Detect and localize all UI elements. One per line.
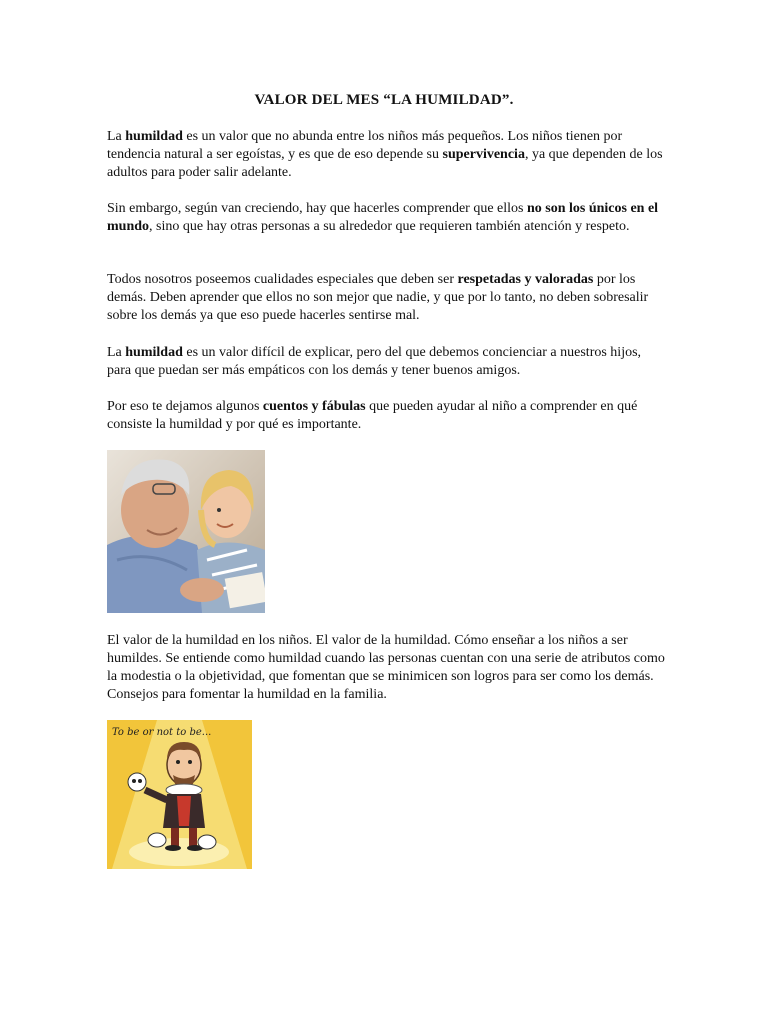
- bold-term: humildad: [125, 345, 183, 360]
- bold-term: no son los únicos en el mundo: [107, 201, 659, 234]
- bold-term: respetadas y valoradas: [457, 272, 594, 287]
- paragraph-qualities: Todos nosotros poseemos cualidades especiales que deben ser respetadas y valoradas por los demás. Deben aprender que ellos no son mejor que nadie, y que por lo tanto, no deben sobresalir sobre los demás ya que eso puede hacerles sentirse mal.: [107, 272, 649, 323]
- paragraph-intro: La humildad es un valor que no abunda entre los niños más pequeños. Los niños tienen por tendencia natural a ser egoístas, y es que de eso depende su supervivencia, ya que dependen de los adultos para poder salir adelante.: [107, 129, 663, 180]
- bold-term: cuentos y fábulas: [262, 399, 366, 414]
- shakespeare-cartoon-image: [107, 720, 252, 869]
- page-title: VALOR DEL MES “LA HUMILDAD”.: [254, 92, 514, 108]
- bold-term: supervivencia: [442, 147, 525, 162]
- shakespeare-cartoon-icon: [107, 720, 252, 869]
- paragraph-difficult: La humildad es un valor difícil de explicar, pero del que debemos concienciar a nuestros hijos, para que puedan ser más empáticos con los demás y tener buenos amigos.: [107, 345, 642, 378]
- bold-term: humildad: [125, 129, 183, 144]
- paragraph-growing: Sin embargo, según van creciendo, hay que hacerles comprender que ellos no son los únicos en el mundo, sino que hay otras personas a su alrededor que requieren también atención y respeto.: [107, 201, 659, 234]
- grandfather-child-photo-icon: [107, 450, 265, 613]
- paragraph-stories: Por eso te dejamos algunos cuentos y fábulas que pueden ayudar al niño a comprender en qué consiste la humildad y por qué es importante.: [107, 399, 638, 432]
- paragraph-conclusion: El valor de la humildad en los niños. El valor de la humildad. Cómo enseñar a los niños a ser humildes. Se entiende como humildad cuando las personas cuentan con una serie de atributos como la modestia o la objetividad, que fomentan que se minimicen son logros para ser como los demás. Consejos para fomentar la humildad en la familia.: [107, 633, 665, 702]
- grandfather-child-image: [107, 450, 265, 613]
- cartoon-caption: To be or not to be...: [112, 727, 212, 738]
